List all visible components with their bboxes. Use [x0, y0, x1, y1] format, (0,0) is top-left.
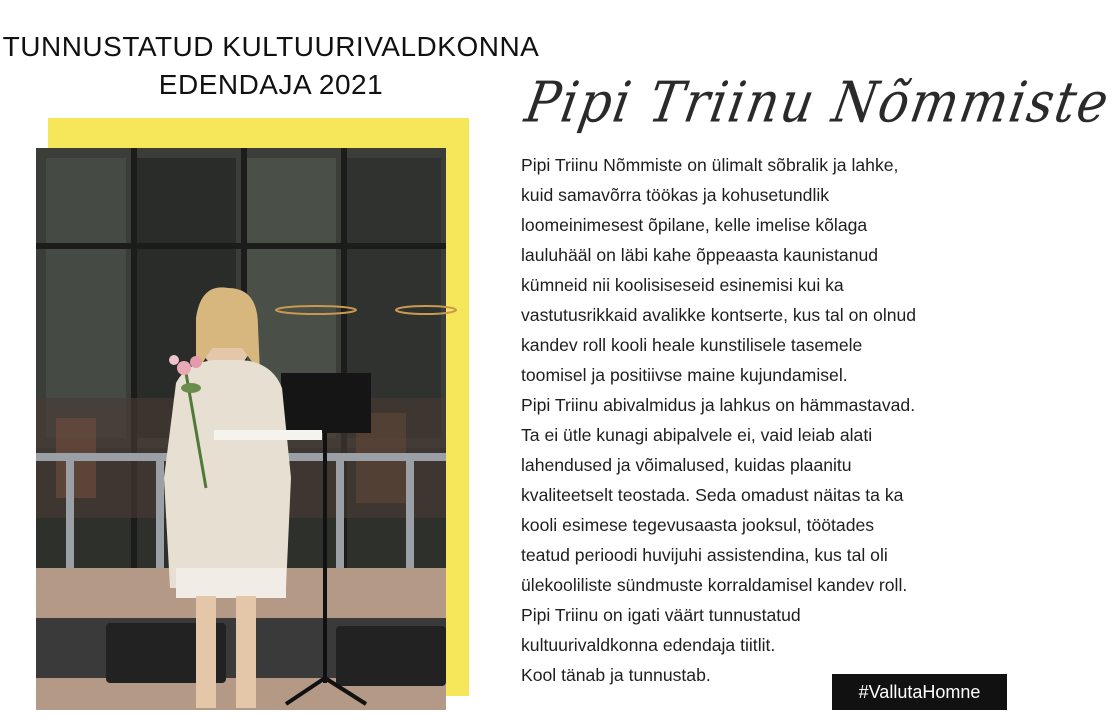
description-line: kooli esimese tegevusaasta jooksul, töötades [521, 515, 875, 535]
description-line: kümneid nii koolisiseseid esinemisi kui ka [521, 275, 844, 295]
description-line: kuid samavõrra töökas ja kohusetundlik [521, 185, 830, 205]
recipient-photo-illustration [36, 148, 446, 710]
award-heading-line-1: TUNNUSTATUD KULTUURIVALDKONNA [2, 31, 540, 62]
hashtag-badge: #VallutaHomne [832, 674, 1007, 710]
recipient-description [521, 150, 1001, 690]
description-line: Pipi Triinu on igati väärt tunnustatud [521, 605, 801, 625]
award-heading [0, 28, 542, 104]
description-line: Kool tänab ja tunnustab. [521, 665, 711, 685]
recipient-photo [36, 148, 446, 710]
description-line: ülekooliliste sündmuste korraldamisel kandev roll. [521, 575, 908, 595]
description-line: vastutusrikkaid avalikke kontserte, kus tal on olnud [521, 305, 917, 325]
award-heading-line-2: EDENDAJA 2021 [158, 69, 384, 100]
description-line: Pipi Triinu Nõmmiste on ülimalt sõbralik ja lahke, [521, 155, 899, 175]
description-line: lahendused ja võimalused, kuidas plaanitu [521, 455, 852, 475]
description-line: kandev roll kooli heale kunstilisele tasemele [521, 335, 863, 355]
recipient-name-script: Pipi Triinu Nõmmiste [520, 70, 1115, 135]
description-line: lauluhääl on läbi kahe õppeaasta kaunistanud [521, 245, 879, 265]
description-line: Ta ei ütle kunagi abipalvele ei, vaid leiab alati [521, 425, 873, 445]
description-line: loomeinimesest õpilane, kelle imelise kõlaga [521, 215, 868, 235]
description-line: toomisel ja positiivse maine kujundamisel. [521, 365, 848, 385]
description-line: Pipi Triinu abivalmidus ja lahkus on hämmastavad. [521, 395, 916, 415]
description-line: teatud perioodi huvijuhi assistendina, kus tal oli [521, 545, 888, 565]
description-line: kvaliteetselt teostada. Seda omadust näitas ta ka [521, 485, 904, 505]
description-line: kultuurivaldkonna edendaja tiitlit. [521, 635, 776, 655]
